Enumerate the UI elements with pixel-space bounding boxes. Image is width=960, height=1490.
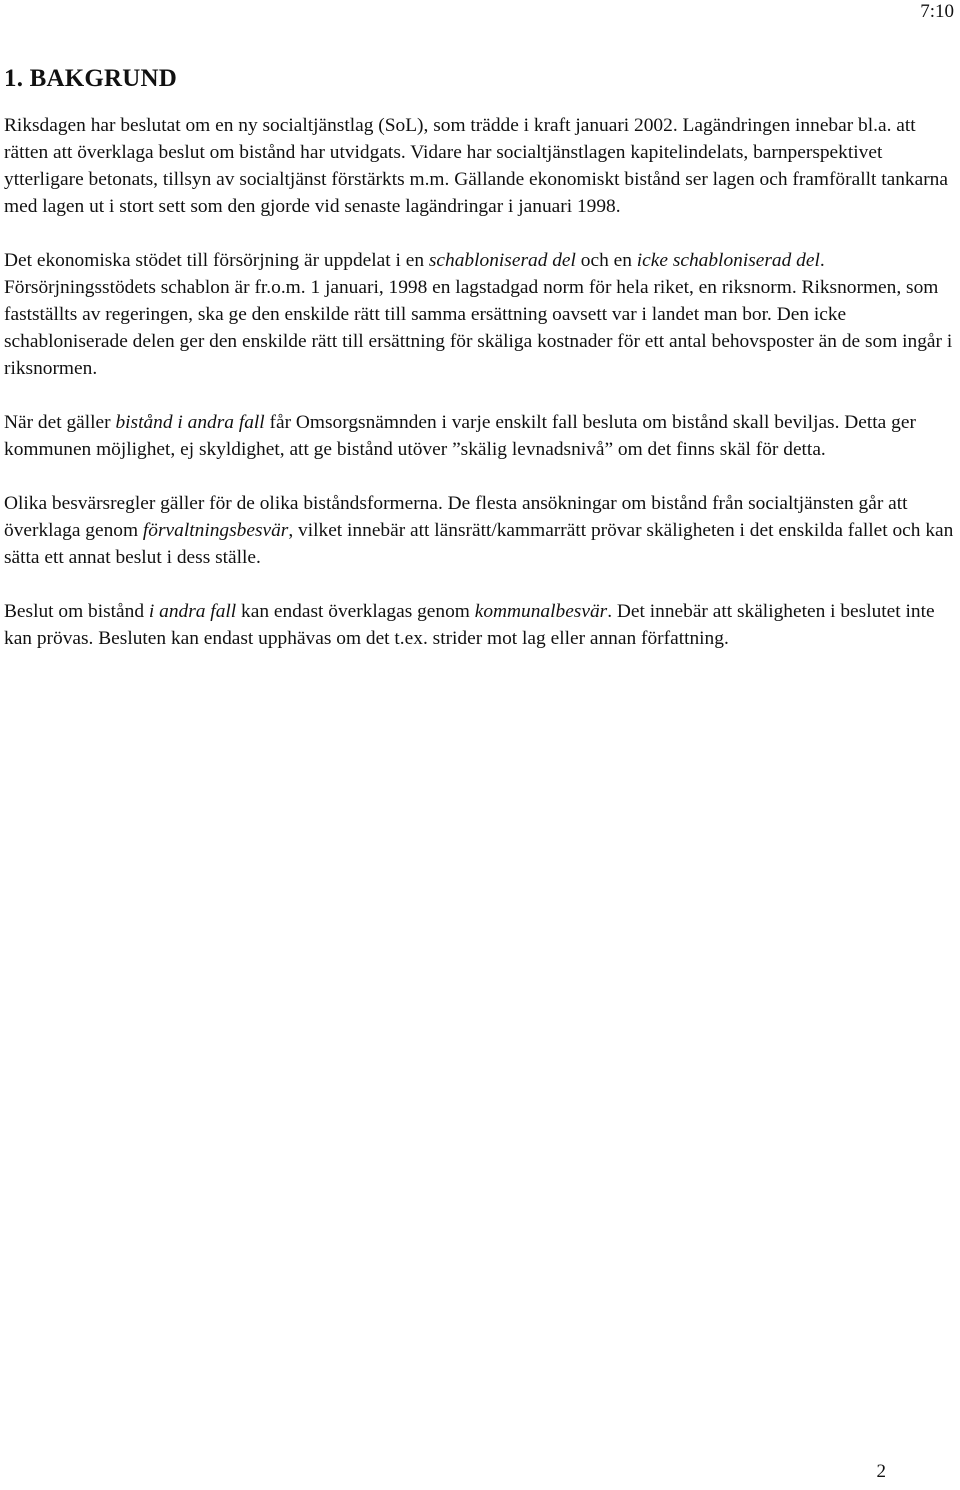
paragraph-text: kan endast överklagas genom xyxy=(236,601,475,622)
emphasis-text: schabloniserad del xyxy=(428,250,576,271)
paragraph-besvarsregler xyxy=(4,490,956,571)
paragraph-text: . Försörjningsstödets schablon är fr.o.m. 1 januari, 1998 en lagstadgad norm för hela riket, en riksnorm. Riksnormen, som fastställts av regeringen, ska ge den enskilde rätt till samma ersättning oavsett var i landet man bor. Den icke schabloniserade delen ger den enskilde rätt till ersättning för skäliga kostnader för ett antal behovsposter än de som ingår i riksnormen. xyxy=(4,250,953,379)
paragraph-kommunalbesvar xyxy=(4,598,956,652)
paragraph-ekonomiska-stodet xyxy=(4,247,956,382)
emphasis-text: bistånd i andra fall xyxy=(115,412,265,433)
paragraph-text: . Det innebär att skäligheten i beslutet inte kan prövas. Besluten kan endast upphävas om det t.ex. strider mot lag eller annan författning. xyxy=(4,601,935,649)
emphasis-text: förvaltningsbesvär xyxy=(142,520,289,541)
document-body xyxy=(4,62,956,679)
paragraph-text: Riksdagen har beslutat om en ny socialtjänstlag (SoL), som trädde i kraft januari 2002. Lagändringen innebar bl.a. att rätten att överklaga beslut om bistånd har utvidgats. Vidare har socialtjänstlagen kapitelindelats, barnperspektivet ytterligare betonats, tillsyn av socialtjänst förstärkts m.m. Gällande ekonomiskt bistånd ser lagen och framförallt tankarna med lagen ut i stort sett som den gjorde vid senaste lagändringar i januari 1998. xyxy=(4,115,948,217)
section-heading: 1. BAKGRUND xyxy=(4,65,178,92)
paragraph-text: Det ekonomiska stödet till försörjning är uppdelat i en xyxy=(4,250,429,271)
paragraph-bistand-andra-fall xyxy=(4,409,956,463)
paragraph-text: Beslut om bistånd xyxy=(4,601,149,622)
paragraph-text: och en xyxy=(575,250,637,271)
paragraph-riksdagen xyxy=(4,112,956,220)
page-reference: 7:10 xyxy=(920,1,954,22)
emphasis-text: kommunalbesvär xyxy=(474,601,608,622)
page-number: 2 xyxy=(876,1461,886,1482)
emphasis-text: i andra fall xyxy=(148,601,237,622)
emphasis-text: icke schabloniserad del xyxy=(636,250,820,271)
paragraph-text: , vilket innebär att länsrätt/kammarrätt prövar skäligheten i det enskilda fallet och kan sätta ett annat beslut i dess ställe. xyxy=(4,520,954,568)
paragraph-text: Olika besvärsregler gäller för de olika biståndsformerna. De flesta ansökningar om bistånd från socialtjänsten går att överklaga genom xyxy=(4,493,908,541)
paragraph-text: får Omsorgsnämnden i varje enskilt fall besluta om bistånd skall beviljas. Detta ger kommunen möjlighet, ej skyldighet, att ge bistånd utöver ”skälig levnadsnivå” om det finns skäl för detta. xyxy=(4,412,916,460)
paragraph-text: När det gäller xyxy=(4,412,116,433)
